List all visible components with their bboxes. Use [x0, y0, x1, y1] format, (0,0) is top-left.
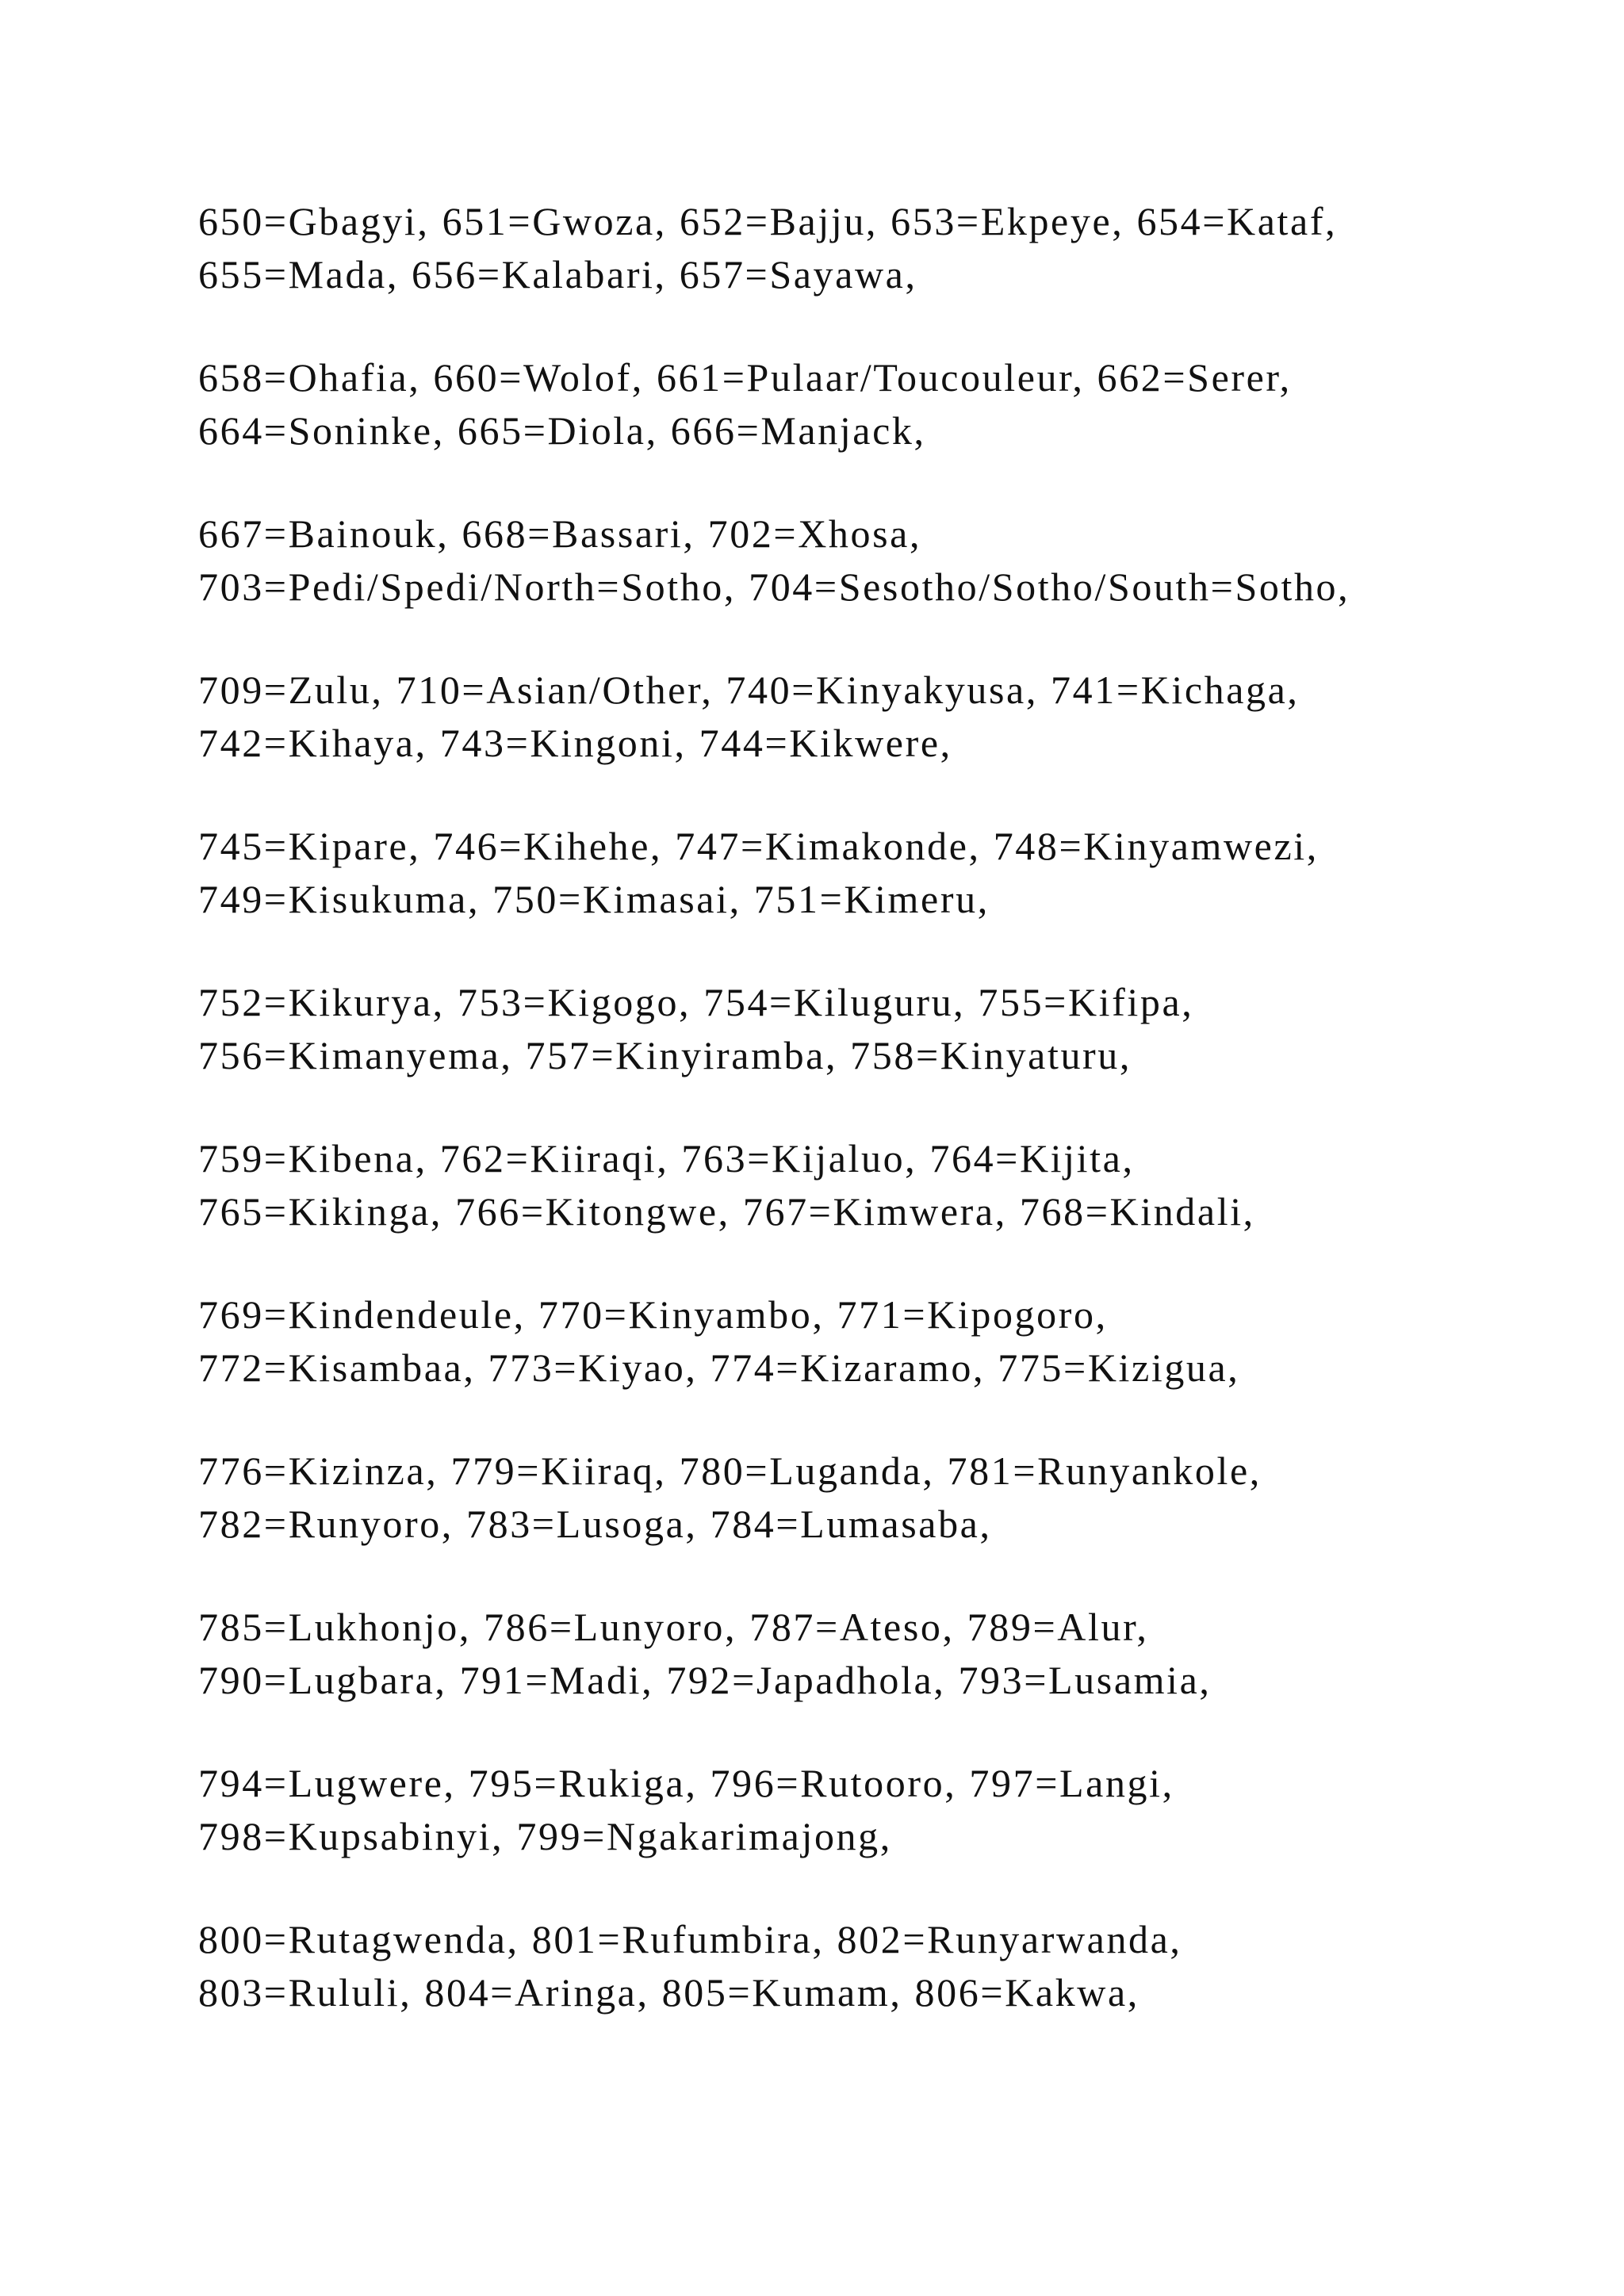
text-line: 776=Kizinza, 779=Kiiraq, 780=Luganda, 781=Runyankole, [198, 1448, 1262, 1493]
paragraph [198, 1757, 1546, 1913]
code-list [198, 195, 1546, 2069]
text-line: 772=Kisambaa, 773=Kiyao, 774=Kizaramo, 775=Kizigua, [198, 1345, 1240, 1390]
paragraph [198, 1445, 1546, 1601]
paragraph [198, 1288, 1546, 1445]
paragraph [198, 1132, 1546, 1288]
text-line: 756=Kimanyema, 757=Kinyiramba, 758=Kinyaturu, [198, 1033, 1132, 1077]
text-line: 785=Lukhonjo, 786=Lunyoro, 787=Ateso, 789=Alur, [198, 1605, 1149, 1649]
paragraph [198, 195, 1546, 351]
text-line: 752=Kikurya, 753=Kigogo, 754=Kiluguru, 755=Kifipa, [198, 980, 1194, 1024]
text-line: 655=Mada, 656=Kalabari, 657=Sayawa, [198, 252, 917, 297]
paragraph [198, 507, 1546, 664]
paragraph [198, 976, 1546, 1132]
paragraph [198, 820, 1546, 976]
text-line: 749=Kisukuma, 750=Kimasai, 751=Kimeru, [198, 877, 990, 921]
paragraph [198, 664, 1546, 820]
text-line: 790=Lugbara, 791=Madi, 792=Japadhola, 793=Lusamia, [198, 1658, 1212, 1702]
text-line: 709=Zulu, 710=Asian/Other, 740=Kinyakyusa, 741=Kichaga, [198, 668, 1300, 712]
text-line: 803=Rululi, 804=Aringa, 805=Kumam, 806=Kakwa, [198, 1970, 1139, 2015]
paragraph [198, 1913, 1546, 2069]
text-line: 745=Kipare, 746=Kihehe, 747=Kimakonde, 748=Kinyamwezi, [198, 824, 1319, 868]
text-line: 742=Kihaya, 743=Kingoni, 744=Kikwere, [198, 721, 952, 765]
text-line: 798=Kupsabinyi, 799=Ngakarimajong, [198, 1814, 892, 1858]
text-line: 782=Runyoro, 783=Lusoga, 784=Lumasaba, [198, 1502, 992, 1546]
text-line: 664=Soninke, 665=Diola, 666=Manjack, [198, 408, 926, 453]
text-line: 765=Kikinga, 766=Kitongwe, 767=Kimwera, 768=Kindali, [198, 1189, 1255, 1234]
text-line: 667=Bainouk, 668=Bassari, 702=Xhosa, [198, 511, 922, 556]
paragraph [198, 351, 1546, 507]
text-line: 800=Rutagwenda, 801=Rufumbira, 802=Runyarwanda, [198, 1917, 1182, 1961]
text-line: 650=Gbagyi, 651=Gwoza, 652=Bajju, 653=Ekpeye, 654=Kataf, [198, 199, 1338, 243]
text-line: 703=Pedi/Spedi/North=Sotho, 704=Sesotho/Sotho/South=Sotho, [198, 564, 1350, 609]
paragraph [198, 1601, 1546, 1757]
text-line: 769=Kindendeule, 770=Kinyambo, 771=Kipogoro, [198, 1292, 1108, 1337]
text-line: 794=Lugwere, 795=Rukiga, 796=Rutooro, 797=Langi, [198, 1761, 1174, 1805]
text-line: 658=Ohafia, 660=Wolof, 661=Pulaar/Toucouleur, 662=Serer, [198, 355, 1292, 400]
text-line: 759=Kibena, 762=Kiiraqi, 763=Kijaluo, 764=Kijita, [198, 1136, 1135, 1181]
